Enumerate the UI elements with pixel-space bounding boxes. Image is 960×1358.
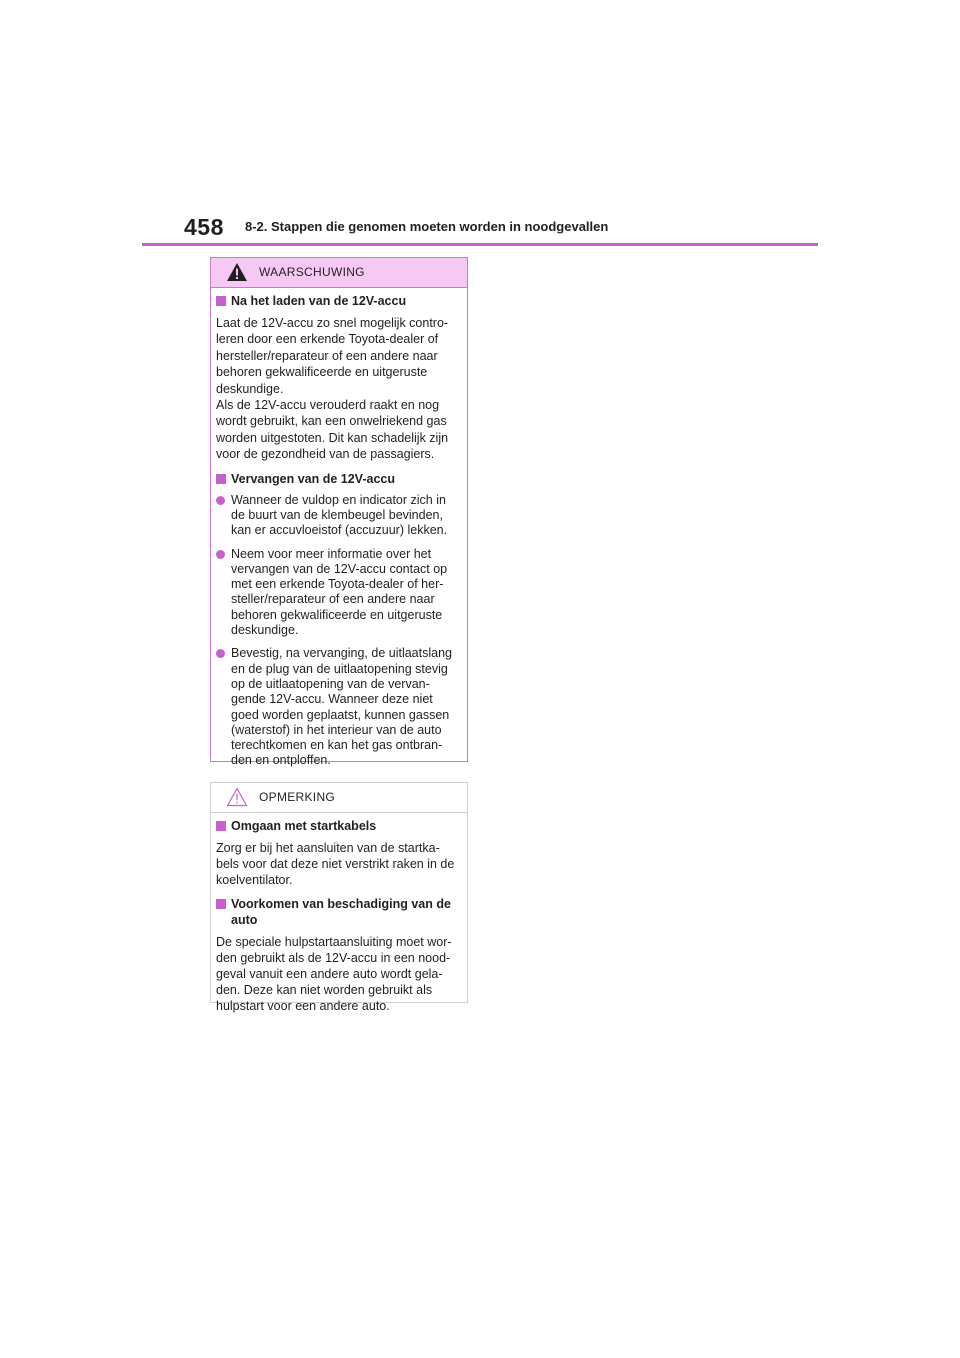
round-bullet-icon bbox=[216, 496, 225, 505]
notice-header bbox=[211, 783, 467, 813]
warning-title: WAARSCHUWING bbox=[259, 265, 365, 279]
square-bullet-icon bbox=[216, 821, 226, 831]
list-item: Neem voor meer informatie over het vervangen van de 12V-accu contact op met een erkende Toyota-dealer of her-steller/reparateur of een andere naar behoren gekwalificeerde en uitgeruste deskundige. bbox=[216, 547, 462, 639]
header-rule bbox=[142, 243, 818, 246]
round-bullet-icon bbox=[216, 550, 225, 559]
notice-paragraph-1: Zorg er bij het aansluiten van de startka-bels voor dat deze niet verstrikt raken in de koelventilator. bbox=[216, 841, 455, 887]
square-bullet-icon bbox=[216, 296, 226, 306]
section-title: 8-2. Stappen die genomen moeten worden in noodgevallen bbox=[245, 219, 609, 234]
page-number: 458 bbox=[184, 214, 224, 240]
warning-paragraph-2: Als de 12V-accu verouderd raakt en nog wordt gebruikt, kan een onwelriekend gas worden uitgestoten. Dit kan schadelijk zijn voor de gezondheid van de passagiers. bbox=[216, 398, 449, 462]
notice-box bbox=[210, 782, 468, 1013]
warning-body bbox=[211, 288, 467, 769]
notice-heading-2: Voorkomen van beschadiging van de auto bbox=[216, 896, 462, 928]
notice-heading-1: Omgaan met startkabels bbox=[216, 818, 462, 834]
list-item: Wanneer de vuldop en indicator zich in de buurt van de klembeugel bevinden, kan er accuvloeistof (accuzuur) lekken. bbox=[216, 493, 462, 539]
round-bullet-icon bbox=[216, 649, 225, 658]
list-item: Bevestig, na vervanging, de uitlaatslang en de plug van de uitlaatopening stevig op de uitlaatopening van de vervan-gende 12V-accu. Wanneer deze niet goed worden geplaatst, kunnen gassen (waterstof) in het interieur van de auto terechtkomen en kan het gas ontbran-den en ontploffen. bbox=[216, 646, 462, 768]
warning-triangle-icon bbox=[226, 262, 248, 282]
warning-header bbox=[211, 258, 467, 288]
warning-box bbox=[210, 257, 468, 768]
warning-paragraph-1: Laat de 12V-accu zo snel mogelijk contro-leren door een erkende Toyota-dealer of hersteller/reparateur of een andere naar behoren gekwalificeerde en uitgeruste deskundige. bbox=[216, 316, 449, 396]
notice-title: OPMERKING bbox=[259, 790, 336, 804]
square-bullet-icon bbox=[216, 474, 226, 484]
warning-heading-2: Vervangen van de 12V-accu bbox=[216, 471, 462, 487]
caution-triangle-outline-icon bbox=[226, 787, 248, 807]
square-bullet-icon bbox=[216, 899, 226, 909]
notice-paragraph-2: De speciale hulpstartaansluiting moet wor-den gebruikt als de 12V-accu in een nood-geval vanuit een andere auto wordt gela-den. Deze kan niet worden gebruikt als hulpstart voor een andere auto. bbox=[216, 935, 452, 1013]
warning-heading-1: Na het laden van de 12V-accu bbox=[216, 293, 462, 309]
notice-body bbox=[211, 813, 467, 1014]
